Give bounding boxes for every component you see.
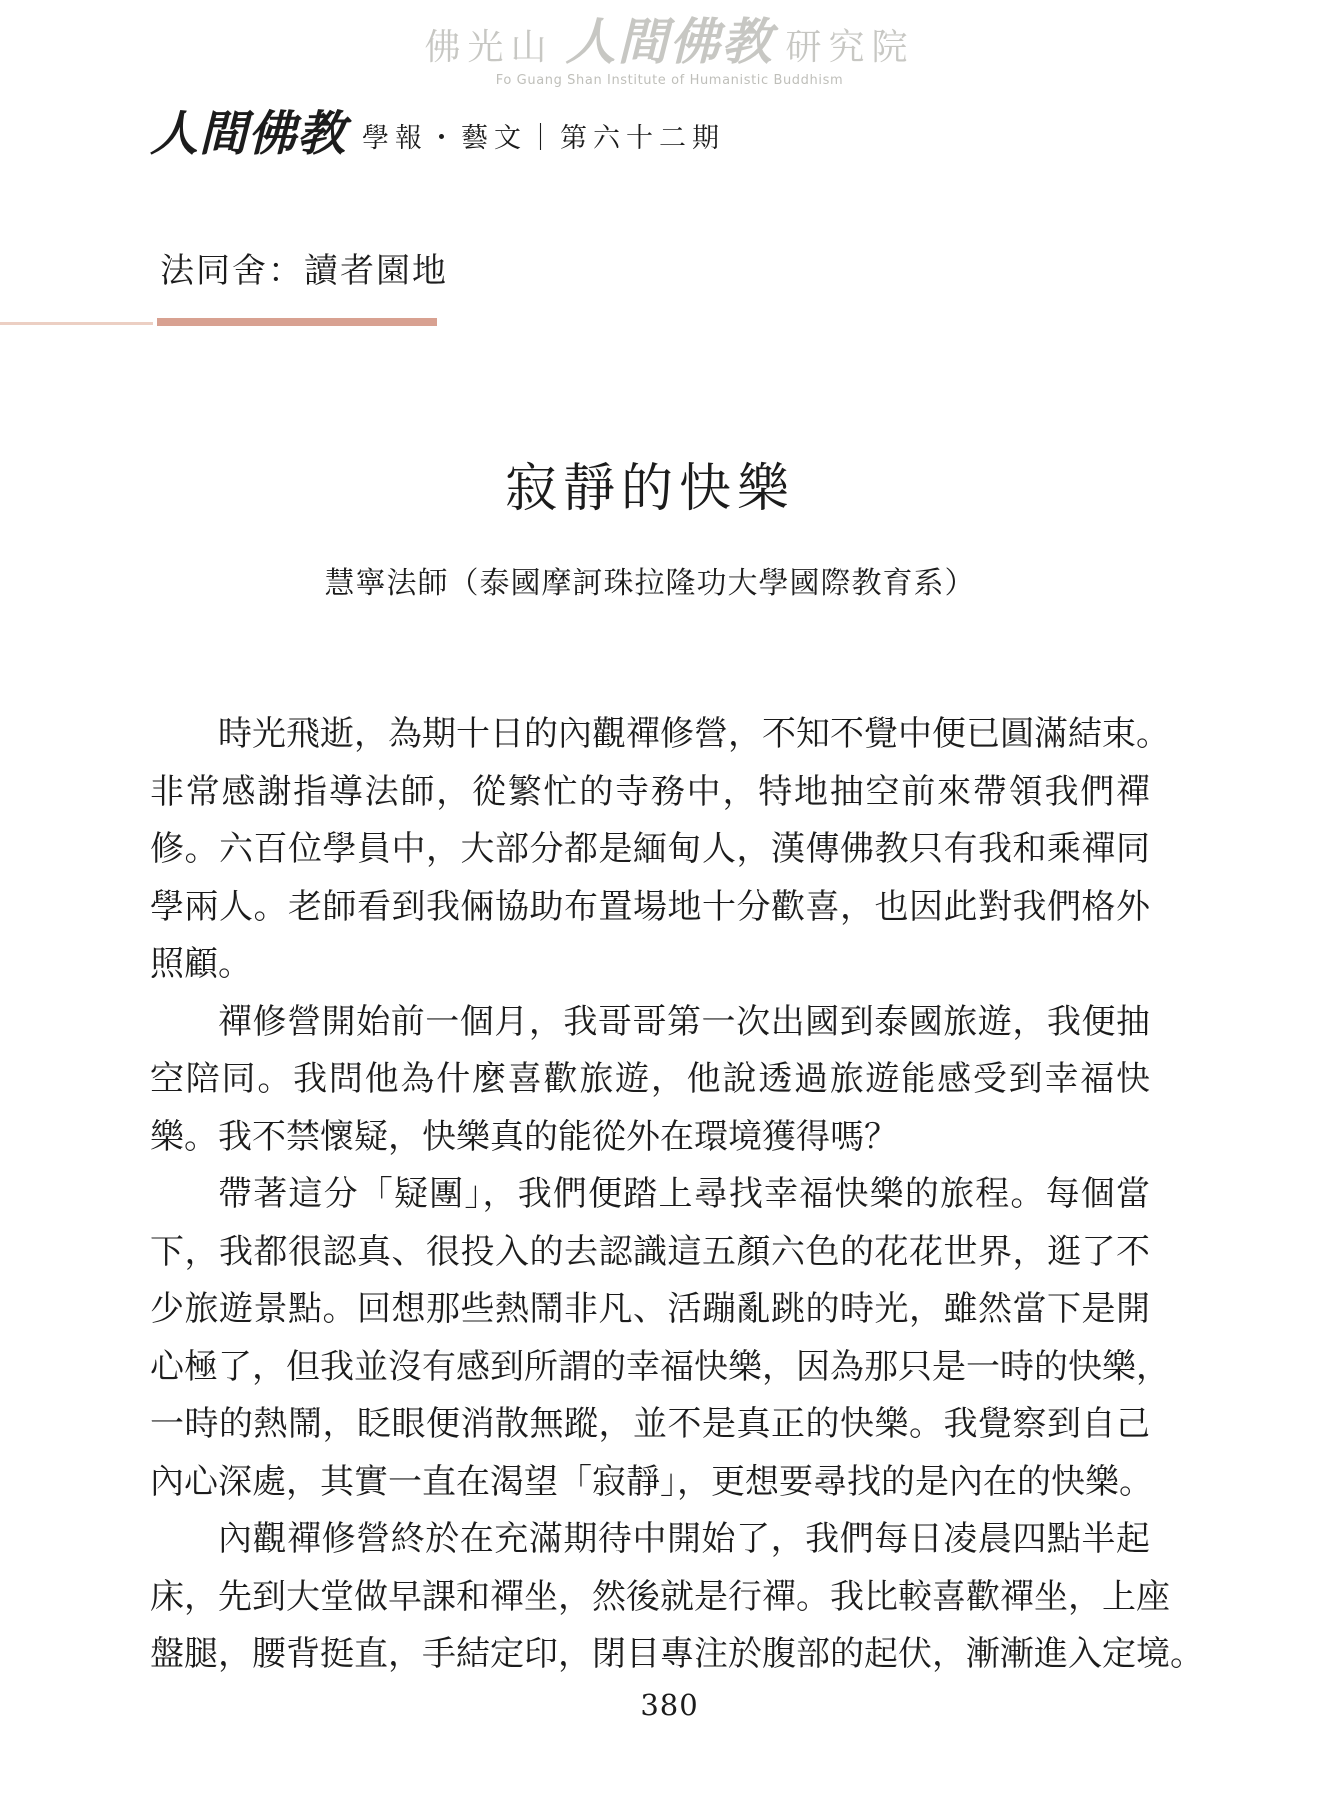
watermark-english-subtitle: Fo Guang Shan Institute of Humanistic Buddhism: [495, 73, 844, 88]
page-number: 380: [640, 1688, 699, 1722]
institute-watermark: [0, 12, 1339, 88]
body-line: 床，先到大堂做早課和禪坐，然後就是行禪。我比較喜歡禪坐，上座: [150, 1576, 1170, 1617]
article-body: [150, 706, 1204, 1684]
section-heading: 法同舍：讀者園地: [160, 251, 448, 291]
body-line: 學兩人。老師看到我倆協助布置場地十分歡喜，也因此對我們格外: [150, 886, 1150, 927]
heading-rule-light: [0, 322, 153, 325]
body-line: 一時的熱鬧，眨眼便消散無蹤，並不是真正的快樂。我覺察到自己: [150, 1404, 1150, 1444]
body-line: 修。六百位學員中，大部分都是緬甸人，漢傳佛教只有我和乘禪同: [150, 829, 1150, 869]
body-line: 心極了，但我並沒有感到所謂的幸福快樂，因為那只是一時的快樂，: [150, 1346, 1170, 1387]
article-author: 慧寧法師（泰國摩訶珠拉隆功大學國際教育系）: [324, 566, 976, 601]
watermark-suffix: 研究院: [785, 27, 915, 68]
body-line: 照顧。: [150, 944, 252, 984]
body-line: 內觀禪修營終於在充滿期待中開始了，我們每日凌晨四點半起: [218, 1519, 1150, 1559]
journal-issue-info: 學報・藝文｜第六十二期: [362, 123, 726, 155]
body-line: 樂。我不禁懷疑，快樂真的能從外在環境獲得嗎？: [150, 1116, 898, 1157]
body-line: 空陪同。我問他為什麼喜歡旅遊，他說透過旅遊能感受到幸福快: [150, 1059, 1150, 1099]
body-line: 非常感謝指導法師，從繁忙的寺務中，特地抽空前來帶領我們禪: [150, 771, 1150, 812]
body-line: 帶著這分「疑團」，我們便踏上尋找幸福快樂的旅程。每個當: [218, 1174, 1150, 1214]
body-line: 禪修營開始前一個月，我哥哥第一次出國到泰國旅遊，我便抽: [218, 1001, 1150, 1042]
watermark-prefix: 佛光山: [424, 27, 554, 68]
journal-masthead: [150, 106, 726, 162]
article-title: 寂靜的快樂: [504, 459, 795, 519]
body-line: 時光飛逝，為期十日的內觀禪修營，不知不覺中便已圓滿結束。: [218, 714, 1170, 754]
watermark-brand-calligraphy: 人間佛教: [565, 12, 774, 71]
body-line: 下，我都很認真、很投入的去認識這五顏六色的花花世界，逛了不: [150, 1231, 1150, 1272]
body-line: 盤腿，腰背挺直，手結定印，閉目專注於腹部的起伏，漸漸進入定境。: [150, 1634, 1204, 1674]
institute-watermark-main: [0, 12, 1339, 72]
heading-rule-accent: [157, 318, 437, 326]
body-line: 內心深處，其實一直在渴望「寂靜」，更想要尋找的是內在的快樂。: [150, 1461, 1153, 1502]
journal-logo-calligraphy: 人間佛教: [150, 106, 347, 162]
body-line: 少旅遊景點。回想那些熱鬧非凡、活蹦亂跳的時光，雖然當下是開: [150, 1289, 1150, 1329]
